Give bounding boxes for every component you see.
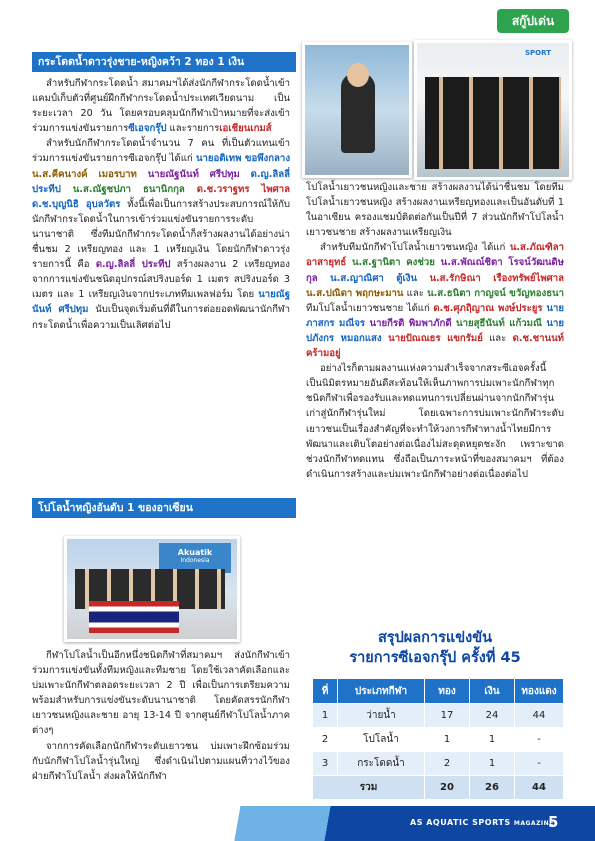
- col-header-sport: ประเภทกีฬา: [338, 679, 425, 704]
- athlete-name: น.ส.ณัฐชปภา ธนานิกกุล: [60, 183, 185, 195]
- text: ทั้งนี้เพื่อเป็นการสร้างประสบการณ์ให้กับนักกีฬากระโดดน้ำในการเข้าร่วมแข่งขันรายการระดับนานาชาติ ซึ่งทีมนักกีฬากระโดดน้ำก็สร้างผลงานได้อย่างน่าชื่นชม 2 เหรียญทอง และ 1 เหรียญเงิน โดยนักกีฬาดาวรุ่งรายการนี้ คือ: [32, 198, 290, 271]
- athlete-name: นายปภังกร หมอกแสง: [306, 317, 564, 344]
- athlete-name: น.ส.พัณณ์ชิตา โรจน์วัฒนดิษกุล: [306, 257, 564, 284]
- athlete-name: นายณัฐนันท์ ศรีปทุม: [32, 289, 290, 316]
- table-total-row: [313, 776, 564, 800]
- athlete-name: ด.ช.ศุภฤิญาณ พงษ์ประยูร: [433, 302, 543, 314]
- team-photo-waterpolo: [64, 536, 240, 642]
- text: สำหรับทีมนักกีฬาโปโลน้ำเยาวชนหญิง ได้แก่: [320, 242, 510, 254]
- right-paragraph-2: [306, 240, 564, 361]
- section2-paragraph-1: กีฬาโปโลน้ำเป็นอีกหนึ่งชนิดกีฬาที่สมาคมฯ ส่งนักกีฬาเข้าร่วมการแข่งขันทั้งทีมหญิงและทีมชาย โดยใช้เวลาคัดเลือกและบ่มเพาะนักกีฬาตลอดระยะเวลา 2 ปี เพื่อเป็นการเตรียมความพร้อมสำหรับการแข่งขันระดับนานาชาติ โดยคัดสรรนักกีฬาเยาวชนหญิงและชาย อายุ 13-14 ปี จากศูนย์กีฬาโปโลน้ำภาคต่างๆ: [32, 650, 290, 737]
- cell-no: 1: [313, 704, 338, 728]
- col-header-bronze: ทองแดง: [515, 679, 564, 704]
- event-name: เอเชียนเกมส์: [219, 123, 272, 135]
- athlete-name: น.ส.ปณิดา พฤกษะมาน: [306, 287, 404, 299]
- cell-total-gold: 20: [425, 776, 470, 800]
- cell-total-silver: 26: [470, 776, 515, 800]
- athlete-name: น.ส.คีคนางค์ เมอรบาท: [32, 168, 137, 180]
- cell-bronze: -: [515, 728, 564, 752]
- section2-paragraph-2: จากการคัดเลือกนักกีฬาระดับเยาวชน บ่มเพาะฝึกซ้อมร่วมกับนักกีฬาโปโลน้ำรุ่นใหญ่ ซึ่งดำเนินไปตามแผนที่วางไว้ของฝ่ายกีฬาโปโลน้ำ ส่งผลให้นักกีฬา: [32, 740, 290, 782]
- cell-bronze: 44: [515, 704, 564, 728]
- text: สำหรับกีฬากระโดดน้ำ สมาคมฯได้ส่งนักกีฬากระโดดน้ำเข้าแคมป์เก็บตัวที่ศูนย์ฝึกกีฬากระโดดน้ำประเทศเวียดนาม เป็นระยะเวลา 20 วัน โดยครอบคลุมนักกีฬาเป้าหมายที่จะส่งเข้าร่วมการแข่งขันรายการ: [32, 78, 290, 135]
- athlete-name: น.ส.รักษิณา เรืองทรัพย์ไพศาล: [417, 272, 565, 284]
- footer-text: AS AQUATIC SPORTS: [410, 818, 511, 827]
- athlete-name: น.ส.ภัณฑิลา อาสายุทธ์: [306, 242, 564, 269]
- footer-magazine: MAGAZINE: [513, 820, 554, 827]
- section1-title: กระโดดน้ำดาวรุ่งชาย-หญิงคว้า 2 ทอง 1 เงิน: [38, 56, 245, 68]
- summary-title-1: สรุปผลการแข่งขัน: [377, 630, 493, 646]
- footer-magazine-name: [410, 818, 554, 827]
- cell-gold: 2: [425, 752, 470, 776]
- cell-no: 2: [313, 728, 338, 752]
- cell-sport: โปโลน้ำ: [338, 728, 425, 752]
- text: และ: [403, 287, 428, 299]
- backdrop-label: Akuatik: [177, 548, 213, 557]
- text: ทีมโปโลน้ำเยาวชนชาย ได้แก่: [306, 302, 434, 314]
- sponsor-sign: SPORT: [525, 49, 551, 57]
- section1-paragraph-2: [32, 136, 290, 332]
- cell-sport: ว่ายน้ำ: [338, 704, 425, 728]
- athlete-name: น.ส.ฐานิตา คงช่วย: [346, 257, 435, 269]
- cell-silver: 1: [470, 728, 515, 752]
- summary-table: [312, 678, 564, 800]
- event-name: ซีเอจกรุ๊ป: [128, 123, 167, 135]
- athlete-name: ด.ช.ชานนท์ คร้ามอยู่: [306, 332, 564, 360]
- cell-total-label: รวม: [313, 776, 425, 800]
- athlete-name: ด.ญ.ลิลลี่ ประทีป: [32, 168, 290, 195]
- cell-silver: 1: [470, 752, 515, 776]
- section-tag-label: สกู๊ปเด่น: [511, 14, 555, 28]
- team-photo-podium: [414, 40, 572, 180]
- text: สร้างผลงาน 2 เหรียญทอง จากการแข่งขันชนิดอุปกรณ์สปริงบอร์ด 1 เมตร สปริงบอร์ด 3 เมตร และ 1 เหรียญเงินจากประเภททีมเพลฟอร์ม โดย: [32, 259, 290, 301]
- text: นับเป็นจุดเริ่มต้นที่ดีในการต่อยอดพัฒนานักกีฬากระโดดน้ำเพื่อความเป็นเลิศต่อไป: [32, 304, 290, 331]
- page-number: 5: [548, 813, 559, 831]
- section1-paragraph-1: [32, 76, 290, 136]
- table-row: [313, 728, 564, 752]
- cell-gold: 17: [425, 704, 470, 728]
- text: สำหรับนักกีฬากระโดดน้ำจำนวน 7 คน ที่เป็นตัวแทนเข้าร่วมการแข่งขันรายการซีเอจกรุ๊ป ได้แก่: [32, 138, 290, 165]
- diver-face: [347, 63, 369, 87]
- section-tag: [497, 9, 569, 33]
- summary-title-2: รายการซีเอจกรุ๊ป ครั้งที่ 45: [349, 650, 521, 666]
- section2-title: โปโลน้ำหญิงอันดับ 1 ของอาเซียน: [38, 502, 193, 514]
- section2-body: [32, 648, 290, 784]
- athlete-name: น.ส.ญาณิศา ตู้เงิน: [317, 272, 418, 284]
- cell-silver: 24: [470, 704, 515, 728]
- athlete-name: นายอติเทพ ขอพึงกลาง: [195, 153, 290, 165]
- athlete-name: นายกีรติ พิมพาภักดี: [365, 317, 452, 329]
- athlete-name: ด.ช.บุญนิธิ อุบลวัตร: [32, 198, 121, 210]
- col-header-gold: ทอง: [425, 679, 470, 704]
- diver-photo: [302, 42, 412, 178]
- right-paragraph-1: โปโลน้ำเยาวชนหญิงและชาย สร้างผลงานได้น่าชื่นชม โดยทีมโปโลน้ำเยาวชนหญิง สร้างผลงานเหรียญทองและเป็นอันดับที่ 1 ในอาเซียน ครองแชมป์ติดต่อกันเป็นปีที่ 7 ส่วนนักกีฬาโปโลน้ำเยาวชนชาย สร้างผลงานเหรียญเงิน: [306, 182, 564, 239]
- athlete-name: นายณัฐนันท์ ศรีปทุม: [136, 168, 240, 180]
- section1-banner: [32, 52, 296, 72]
- cell-gold: 1: [425, 728, 470, 752]
- col-header-no: ที่: [313, 679, 338, 704]
- athlete-name: น.ส.ธนิตา กาญจน์ ขวัญทองธนา: [427, 287, 565, 299]
- table-row: [313, 752, 564, 776]
- athlete-name: ด.ช.วราฐทร ไพศาล: [184, 183, 290, 195]
- thai-flag: [89, 601, 179, 633]
- col-header-silver: เงิน: [470, 679, 515, 704]
- table-header-row: [313, 679, 564, 704]
- cell-no: 3: [313, 752, 338, 776]
- table-row: [313, 704, 564, 728]
- right-paragraph-3: อย่างไรก็ตามผลงานแห่งความสำเร็จจากสระซีเอจครั้งนี้ เป็นนิมิตรหมายอันดีสะท้อนให้เห็นภาพการบ่มเพาะนักกีฬาทุกชนิดกีฬาเพื่อรองรับและทดแทนการเปลี่ยนผ่านจากนักกีฬารุ่นเก่าสู่นักกีฬารุ่นใหม่ โดยเฉพาะการบ่มเพาะนักกีฬาระดับเยาวชนเป็นเรื่องสำคัญที่จะทำให้วงการกีฬาทางน้ำไทยมีการพัฒนาและเติบโตอย่างต่อเนื่องไม่สะดุดหยุดชะงัก เพราะขาดช่วงนักกีฬาทดแทน ซึ่งถือเป็นภาระหน้าที่ของสมาคมฯ ที่ต้องดำเนินการสร้างและบ่มเพาะนักกีฬาอย่างต่อเนื่องต่อไป: [306, 363, 564, 480]
- athlete-name: นายปัณณธร แขกรัมย์: [381, 332, 483, 344]
- right-column-body: [306, 180, 564, 482]
- cell-bronze: -: [515, 752, 564, 776]
- athlete-name: ด.ญ.ลิลลี่ ประทีป: [95, 259, 171, 271]
- text: และรายการ: [166, 123, 220, 135]
- cell-total-bronze: 44: [515, 776, 564, 800]
- backdrop-sublabel: Indonesia: [180, 557, 210, 564]
- athlete-name: นายภาสกร มณีจร: [306, 302, 564, 329]
- text: และ: [482, 332, 513, 344]
- section2-banner: [32, 498, 296, 518]
- section1-body: [32, 76, 290, 333]
- athlete-name: นายสุธีนันท์ แก้วมณี: [451, 317, 542, 329]
- cell-sport: กระโดดน้ำ: [338, 752, 425, 776]
- team-group: [425, 77, 561, 169]
- summary-heading: [306, 628, 564, 668]
